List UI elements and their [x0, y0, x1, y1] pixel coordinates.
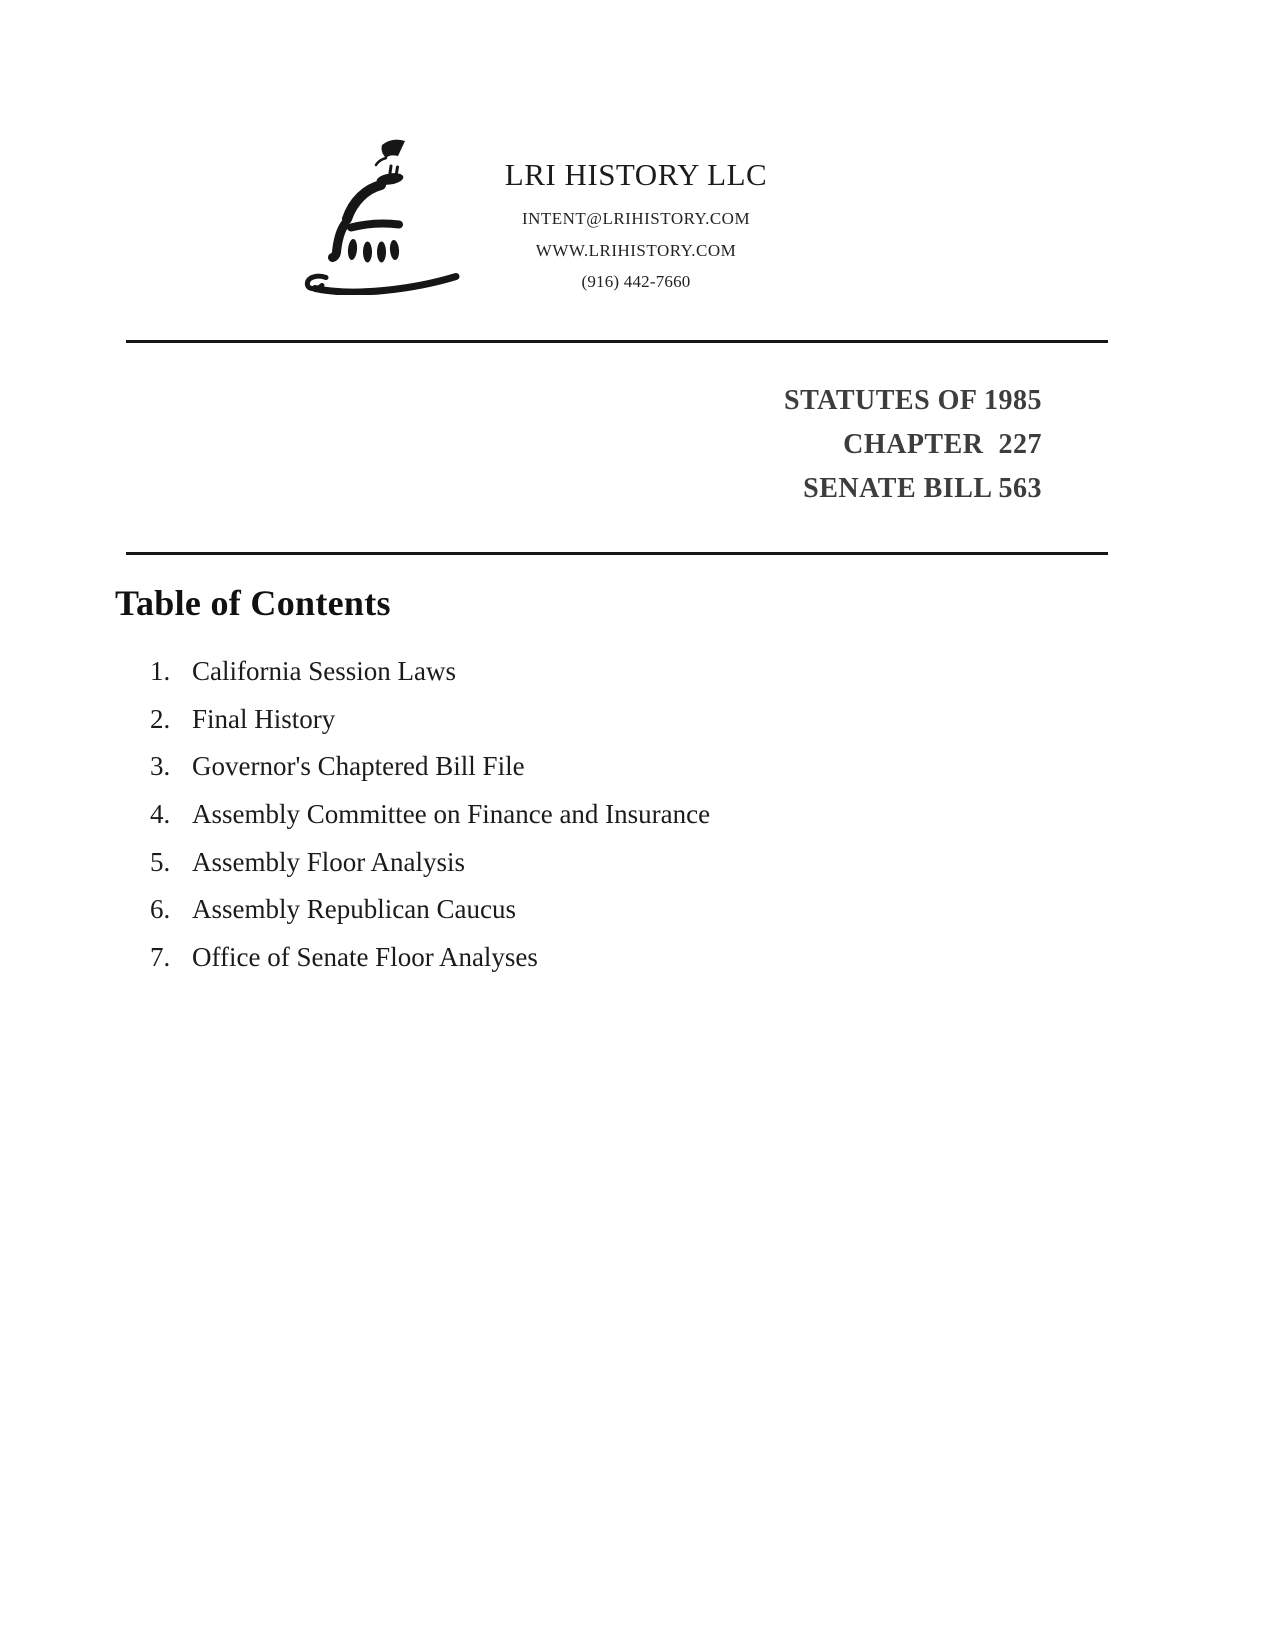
toc-item: [150, 648, 1050, 696]
toc-item: [150, 934, 1050, 982]
toc-item-label: California Session Laws: [192, 656, 456, 686]
toc-item: [150, 696, 1050, 744]
toc-item-number: 7.: [150, 942, 171, 973]
company-website: WWW.LRIHISTORY.COM: [535, 241, 737, 260]
toc-item: [150, 791, 1050, 839]
company-email: INTENT@LRIHISTORY.COM: [521, 209, 751, 228]
toc-item: [150, 743, 1050, 791]
horizontal-rule-top: [126, 340, 1108, 343]
horizontal-rule-bottom: [126, 552, 1108, 555]
toc-heading: Table of Contents: [115, 583, 391, 623]
toc-item-label: Assembly Republican Caucus: [192, 894, 516, 925]
toc-list: [150, 648, 1050, 982]
senate-bill-line: SENATE BILL 563: [803, 473, 1042, 504]
toc-item: [150, 886, 1050, 934]
toc-item-number: 4.: [150, 799, 171, 830]
toc-item-number: 1.: [150, 656, 171, 686]
chapter-line: CHAPTER 227: [843, 429, 1042, 460]
company-phone: (916) 442-7660: [581, 272, 691, 291]
bill-identification-block: [542, 379, 1042, 511]
toc-item-label: Final History: [192, 703, 336, 734]
toc-item-label: Governor's Chaptered Bill File: [192, 751, 525, 782]
toc-item: [150, 839, 1050, 887]
toc-item-label: Assembly Committee on Finance and Insurance: [192, 799, 711, 830]
toc-item-number: 3.: [150, 751, 171, 782]
statutes-line: STATUTES OF 1985: [784, 385, 1042, 416]
toc-item-label: Office of Senate Floor Analyses: [192, 942, 538, 973]
company-name: LRI HISTORY LLC: [504, 157, 768, 192]
toc-item-number: 5.: [150, 846, 171, 877]
toc-item-number: 2.: [150, 703, 171, 734]
toc-item-label: Assembly Floor Analysis: [192, 846, 466, 877]
toc-item-number: 6.: [150, 894, 171, 925]
